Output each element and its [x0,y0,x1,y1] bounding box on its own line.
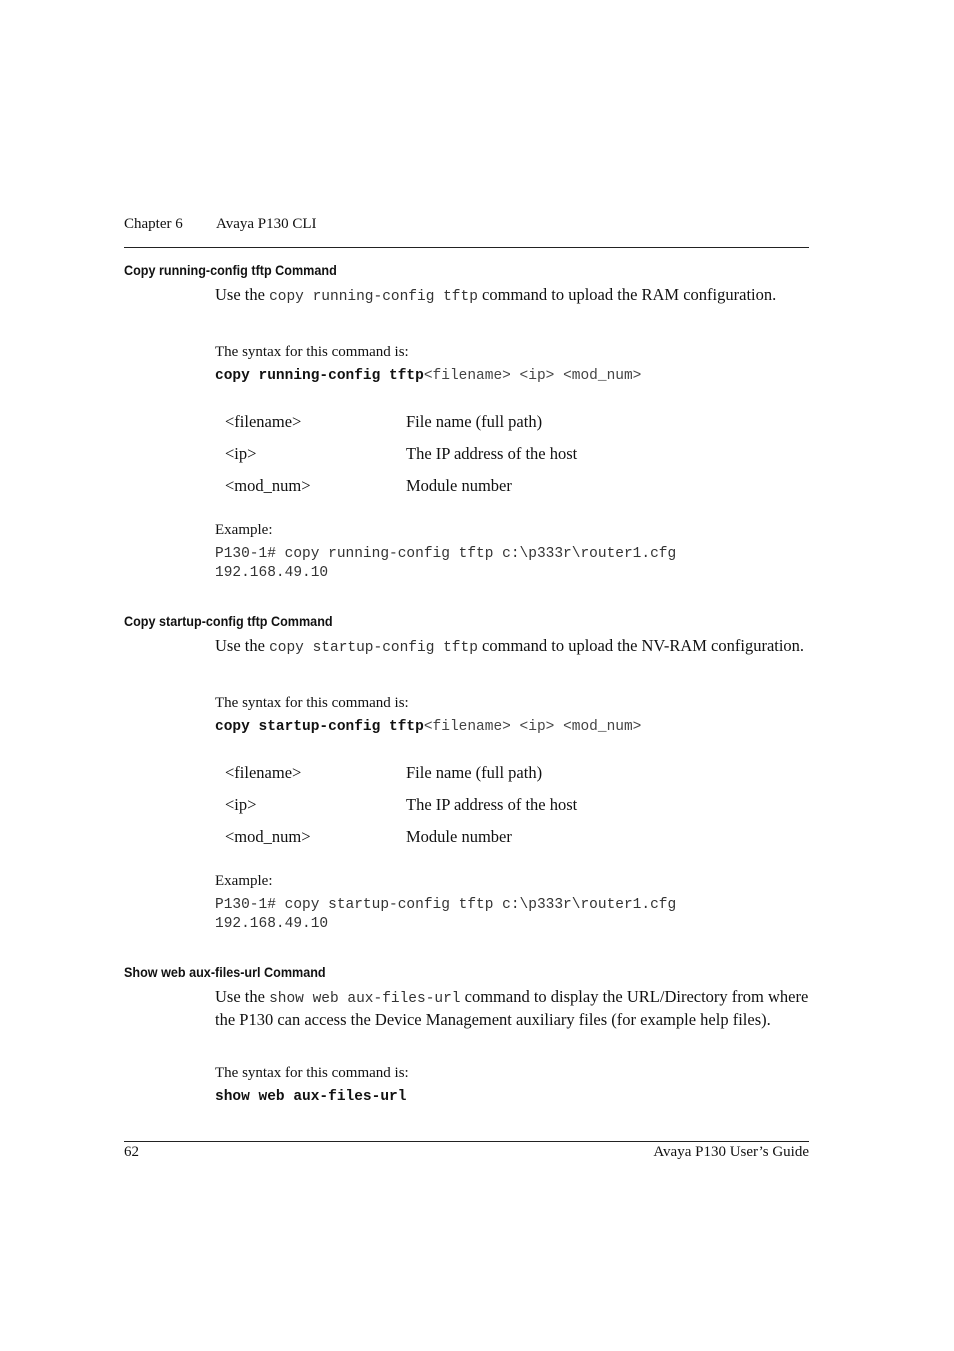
syntax-line [215,1089,406,1105]
syntax-label: The syntax for this command is: [215,1065,409,1081]
param-name: <filename> [225,763,302,782]
header-rule [124,247,809,248]
example-label: Example: [215,873,273,889]
example-label: Example: [215,522,273,538]
param-name: <mod_num> [225,827,311,846]
section-heading-aux-files-url: Show web aux-files-url Command [124,964,326,980]
example-line: P130-1# copy running-config tftp c:\p333r\router1.cfg [215,546,677,562]
syntax-command: show web aux-files-url [215,1089,407,1105]
param-desc: Module number [406,827,512,846]
syntax-label: The syntax for this command is: [215,344,409,360]
header-title: Avaya P130 CLI [216,216,317,232]
footer-guide-title: Avaya P130 User’s Guide [653,1144,809,1160]
syntax-args: <filename> <ip> <mod_num> [423,719,642,735]
syntax-line [215,368,641,384]
syntax-label: The syntax for this command is: [215,695,409,711]
inline-command: copy running-config tftp [269,289,478,305]
section-intro-running-config: Use the copy running-config tftp command to upload the RAM configuration. [215,285,777,305]
syntax-args: <filename> <ip> <mod_num> [423,368,642,384]
example-line: 192.168.49.10 [215,916,329,932]
param-name: <mod_num> [225,476,311,495]
section-intro-startup-config: Use the copy startup-config tftp command to upload the NV-RAM configuration. [215,636,805,656]
section-heading-startup-config: Copy startup-config tftp Command [124,613,333,629]
header-chapter: Chapter 6 [124,216,183,232]
inline-command: copy startup-config tftp [269,640,478,656]
footer-rule [124,1141,809,1142]
example-line: 192.168.49.10 [215,565,329,581]
param-desc: The IP address of the host [406,444,578,463]
syntax-command: copy running-config tftp [215,368,424,384]
syntax-line [215,719,641,735]
param-name: <ip> [225,444,257,463]
param-name: <ip> [225,795,257,814]
section-intro-aux-files-url: Use the show web aux-files-url command to display the URL/Directory from where the P130 can access the Device Management auxiliary files (for example help files). [215,987,809,1029]
param-desc: File name (full path) [406,763,543,782]
param-desc: File name (full path) [406,412,543,431]
inline-command: show web aux-files-url [269,991,461,1007]
example-line: P130-1# copy startup-config tftp c:\p333r\router1.cfg [215,897,677,913]
page-number: 62 [124,1144,139,1160]
param-desc: The IP address of the host [406,795,578,814]
syntax-command: copy startup-config tftp [215,719,424,735]
param-name: <filename> [225,412,302,431]
param-desc: Module number [406,476,512,495]
section-heading-running-config: Copy running-config tftp Command [124,262,337,278]
